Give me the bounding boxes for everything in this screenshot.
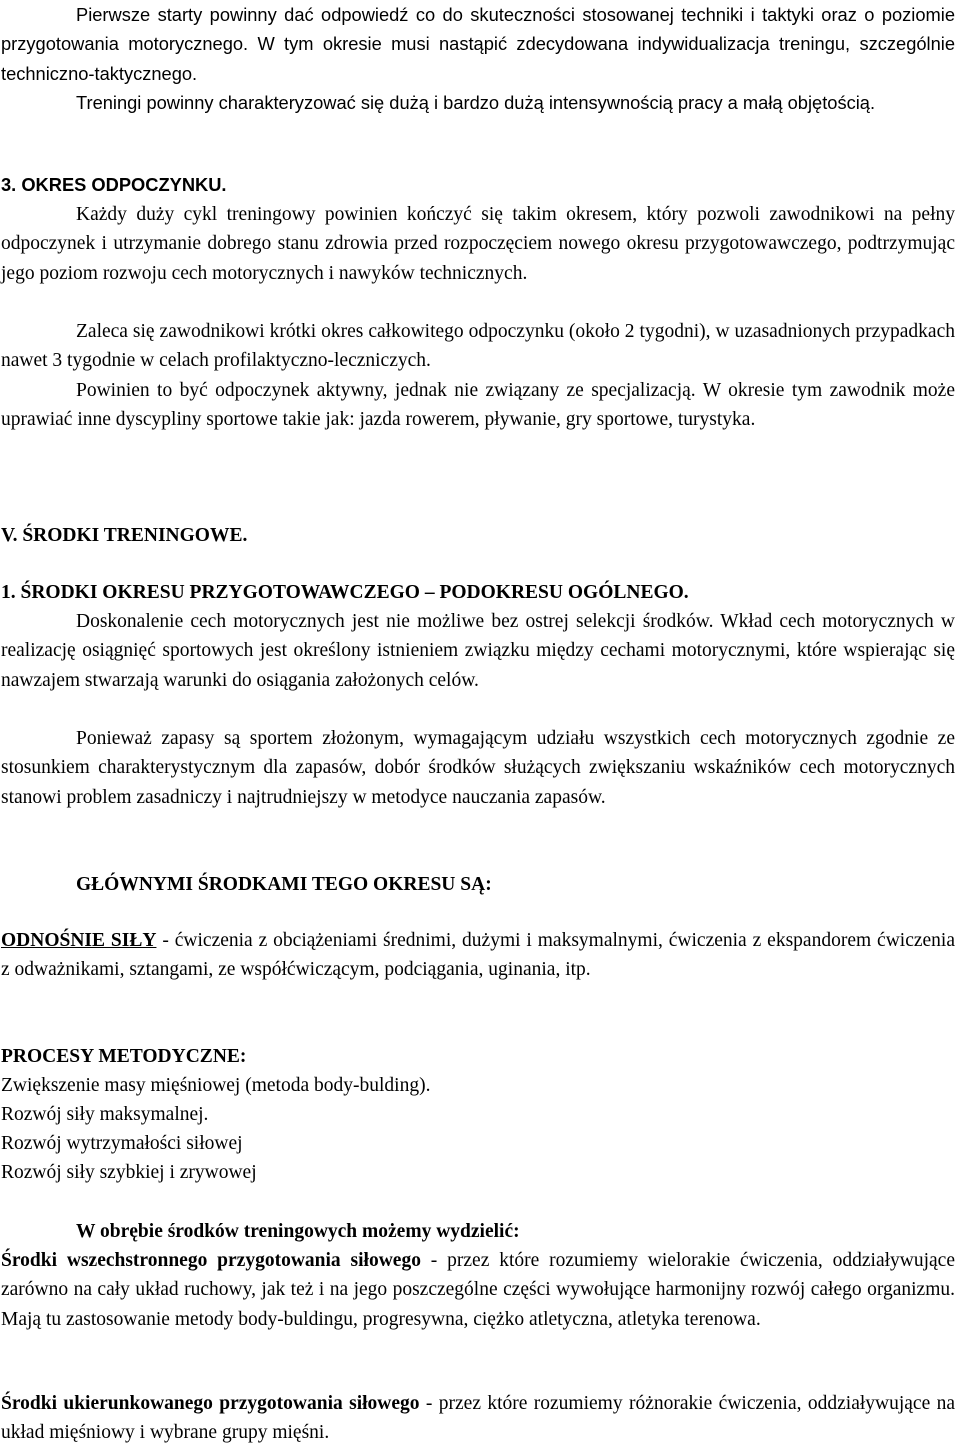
heading-main-means: GŁÓWNYMI ŚRODKAMI TEGO OKRESU SĄ: xyxy=(76,874,492,895)
heading-methodical-processes: PROCESY METODYCZNE: xyxy=(1,1046,247,1067)
general-strength-text: - przez które rozumiemy wielorakie ćwiczenia, oddziaływujące zarówno na cały układ ruchowy, jak też i na jego poszczególne części wywołujące harmonijny rozwój całego organizmu. Mają tu zastosowanie metody body-buldingu, progresywna, ciężko atletyczna, atletyka terenowa. xyxy=(1,1250,955,1330)
strength-text: - ćwiczenia z obciążeniami średnimi, dużymi i maksymalnymi, ćwiczenia z ekspandorem ćwiczenia z odważnikami, sztangami, ze współćwiczącym, podciągania, uginania, itp. xyxy=(1,930,955,981)
list-item: Rozwój siły maksymalnej. xyxy=(1,1104,209,1125)
paragraph-strength xyxy=(1,926,955,985)
list-item: Rozwój wytrzymałości siłowej xyxy=(1,1133,243,1154)
paragraph-active-rest: Powinien to być odpoczynek aktywny, jednak nie związany ze specjalizacją. W okresie tym zawodnik może uprawiać inne dyscypliny sportowe takie jak: jazda rowerem, pływanie, gry sportowe, turystyka. xyxy=(1,380,955,431)
paragraph-motor-skills: Doskonalenie cech motorycznych jest nie możliwe bez ostrej selekcji środków. Wkład cech motorycznych w realizację osiągnięć sportowych jest określony istnieniem związku między cechami motorycznymi, które wspierając się nawzajem stwarzają warunki do osiągania założonych celów. xyxy=(1,611,955,691)
paragraph-first-starts: Pierwsze starty powinny dać odpowiedź co do skuteczności stosowanej techniki i taktyki oraz o poziomie przygotowania motorycznego. W tym okresie musi nastąpić zdecydowana indywidualizacja treningu, szczególnie techniczno-taktycznego. xyxy=(1,4,955,84)
paragraph-directed-strength xyxy=(1,1389,955,1448)
paragraph-rest-duration: Zaleca się zawodnikowi krótki okres całkowitego odpoczynku (około 2 tygodni), w uzasadnionych przypadkach nawet 3 tygodnie w celach profilaktyczno-leczniczych. xyxy=(1,321,955,372)
strength-label: ODNOŚNIE SIŁY xyxy=(1,930,157,951)
directed-strength-text: - przez które rozumiemy różnorakie ćwiczenia, oddziaływujące na układ mięśniowy i wybrane grupy mięśni. xyxy=(1,1393,955,1444)
list-item: Zwiększenie masy mięśniowej (metoda body-bulding). xyxy=(1,1075,431,1096)
paragraph-training-intensity: Treningi powinny charakteryzować się dużą i bardzo dużą intensywnością pracy a małą objętością. xyxy=(76,92,876,113)
paragraph-rest-cycle: Każdy duży cykl treningowy powinien kończyć się takim okresem, który pozwoli zawodnikowi na pełny odpoczynek i utrzymanie dobrego stanu zdrowia przed rozpoczęciem nowego okresu przygotowawczego, podtrzymując jego poziom rozwoju cech motorycznych i nawyków technicznych. xyxy=(1,204,955,284)
list-item: Rozwój siły szybkiej i zrywowej xyxy=(1,1162,257,1183)
general-strength-label: Środki wszechstronnego przygotowania siłowego xyxy=(1,1250,421,1271)
paragraph-general-strength xyxy=(1,1246,955,1334)
heading-training-means-division: W obrębie środków treningowych możemy wydzielić: xyxy=(76,1221,520,1242)
section-heading-preparatory-means: 1. ŚRODKI OKRESU PRZYGOTOWAWCZEGO – PODOKRESU OGÓLNEGO. xyxy=(1,582,689,603)
chapter-heading-training-means: V. ŚRODKI TRENINGOWE. xyxy=(1,525,248,546)
paragraph-wrestling-complex: Ponieważ zapasy są sportem złożonym, wymagającym udziału wszystkich cech motorycznych zgodnie ze stosunkiem charakterystycznym dla zapasów, dobór środków służących zwiększaniu wskaźników cech motorycznych stanowi problem zasadniczy i najtrudniejszy w metodyce nauczania zapasów. xyxy=(1,728,955,808)
directed-strength-label: Środki ukierunkowanego przygotowania siłowego xyxy=(1,1393,420,1414)
section-heading-rest-period: 3. OKRES ODPOCZYNKU. xyxy=(1,174,227,195)
